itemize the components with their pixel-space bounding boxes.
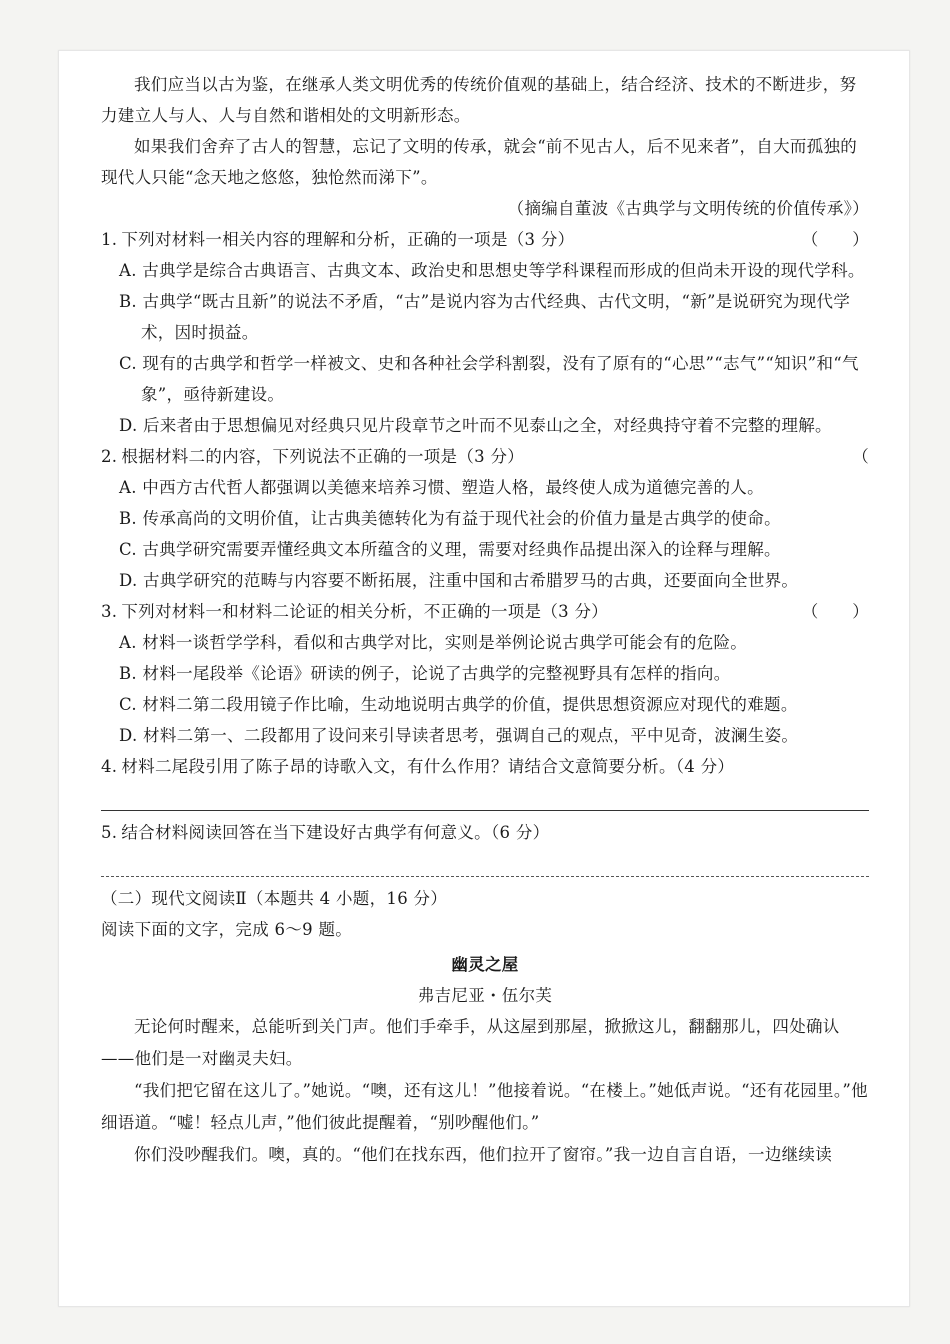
question-number: 3. [101, 602, 118, 621]
exam-page [58, 50, 910, 1307]
section-heading: （二）现代文阅读Ⅱ（本题共 4 小题，16 分） [101, 889, 448, 908]
story-body [101, 1011, 869, 1171]
question-1 [101, 224, 869, 255]
option-a: A. 材料一谈哲学学科，看似和古典学对比，实则是举例论说古典学可能会有的危险。 [119, 633, 748, 652]
answer-parentheses[interactable]: （ ） [801, 602, 869, 621]
option-a: A. 中西方古代哲人都强调以美德来培养习惯、塑造人格，最终使人成为道德完善的人。 [119, 478, 764, 497]
passage-paragraph: 我们应当以古为鉴，在继承人类文明优秀的传统价值观的基础上，结合经济、技术的不断进步，努力建立人与人、人与自然和谐相处的文明新形态。 [101, 75, 857, 125]
story-author: 弗吉尼亚・伍尔芙 [417, 986, 553, 1005]
question-2 [101, 441, 869, 472]
question-number: 5. [101, 823, 118, 842]
option-a: A. 古典学是综合古典语言、古典文本、政治史和思想史等学科课程而形成的但尚未开设的现代学科。 [119, 261, 865, 280]
question-number: 1. [101, 230, 118, 249]
question-3 [101, 596, 869, 627]
question-stem: 结合材料阅读回答在当下建设好古典学有何意义。（6 分） [121, 823, 550, 842]
question-4 [101, 751, 869, 782]
option-d: D. 古典学研究的范畴与内容要不断拓展，注重中国和古希腊罗马的古典，还要面向全世界。 [119, 571, 799, 590]
option-d: D. 后来者由于思想偏见对经典只见片段章节之叶而不见泰山之全，对经典持守着不完整的理解。 [119, 416, 832, 435]
answer-parentheses[interactable]: （ [852, 447, 869, 466]
option-c: C. 古典学研究需要弄懂经典文本所蕴含的义理，需要对经典作品提出深入的诠释与理解。 [119, 540, 781, 559]
page-content [101, 69, 869, 1171]
question-stem: 材料二尾段引用了陈子昂的诗歌入文，有什么作用？请结合文意简要分析。（4 分） [121, 757, 735, 776]
story-paragraph: “我们把它留在这儿了。”她说。“噢，还有这儿！”他接着说。“在楼上。”她低声说。“还有花园里。”他细语道。“嘘！轻点儿声，”他们彼此提醒着，“别吵醒他们。” [101, 1081, 868, 1132]
question-stem: 下列对材料一和材料二论证的相关分析，不正确的一项是（3 分） [121, 602, 609, 621]
option-b: B. 材料一尾段举《论语》研读的例子，论说了古典学的完整视野具有怎样的指向。 [119, 664, 731, 683]
question-stem: 下列对材料一相关内容的理解和分析，正确的一项是（3 分） [121, 230, 575, 249]
option-c: C. 现有的古典学和哲学一样被文、史和各种社会学科割裂，没有了原有的“心思”“志气”“知识”和“气象”，亟待新建设。 [119, 354, 859, 404]
question-number: 4. [101, 757, 118, 776]
answer-parentheses[interactable]: （ ） [801, 230, 869, 249]
story-paragraph: 无论何时醒来，总能听到关门声。他们手牵手，从这屋到那屋，掀掀这儿，翻翻那儿，四处确认——他们是一对幽灵夫妇。 [101, 1017, 840, 1068]
story-paragraph: 你们没吵醒我们。噢，真的。“他们在找东西，他们拉开了窗帘。”我一边自言自语，一边继续读 [134, 1145, 833, 1164]
passage-paragraph: 如果我们舍弃了古人的智慧，忘记了文明的传承，就会“前不见古人，后不见来者”，自大而孤独的现代人只能“念天地之悠悠，独怆然而涕下”。 [101, 137, 858, 187]
question-5 [101, 817, 869, 848]
section-instruction: 阅读下面的文字，完成 6～9 题。 [101, 920, 353, 939]
story-title: 幽灵之屋 [451, 955, 519, 974]
question-stem: 根据材料二的内容，下列说法不正确的一项是（3 分） [121, 447, 525, 466]
option-d: D. 材料二第一、二段都用了设问来引导读者思考，强调自己的观点，平中见奇，波澜生姿。 [119, 726, 799, 745]
answer-line[interactable] [101, 848, 869, 877]
option-b: B. 传承高尚的文明价值，让古典美德转化为有益于现代社会的价值力量是古典学的使命。 [119, 509, 781, 528]
answer-line[interactable] [101, 782, 869, 811]
option-b: B. 古典学“既古且新”的说法不矛盾，“古”是说内容为古代经典、古代文明，“新”是说研究为现代学术，因时损益。 [119, 292, 851, 342]
question-number: 2. [101, 447, 118, 466]
passage-source: （摘编自董波《古典学与文明传统的价值传承》） [507, 199, 869, 218]
option-c: C. 材料二第二段用镜子作比喻，生动地说明古典学的价值，提供思想资源应对现代的难题。 [119, 695, 798, 714]
